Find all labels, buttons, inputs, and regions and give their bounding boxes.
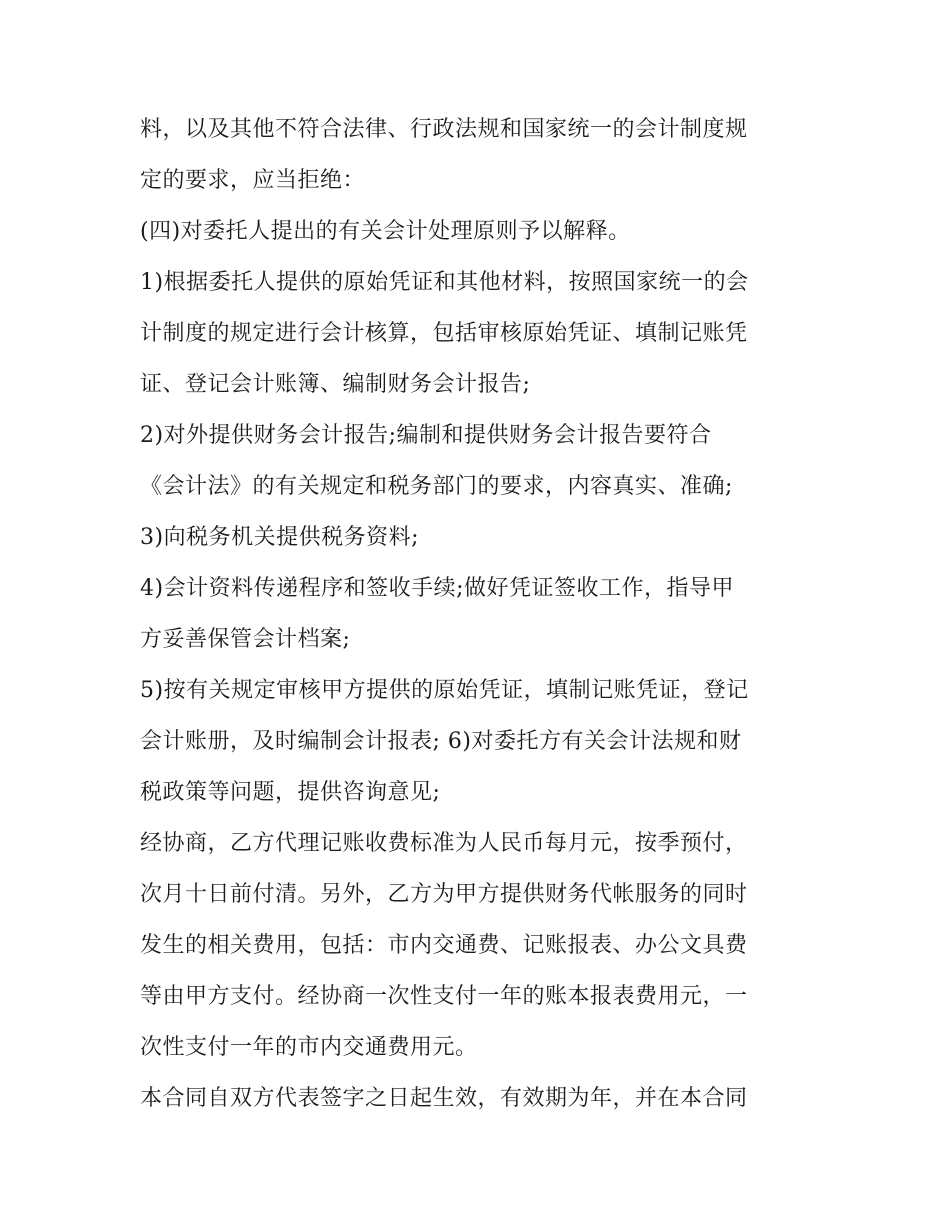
text-line: 经协商，乙方代理记账收费标准为人民币每月元，按季预付， xyxy=(140,831,748,856)
text-line: 5)按有关规定审核甲方提供的原始凭证，填制记账凭证，登记 xyxy=(140,678,749,703)
text-line: 计制度的规定进行会计核算，包括审核原始凭证、填制记账凭 xyxy=(140,321,748,346)
text-line: 4)会计资料传递程序和签收手续;做好凭证签收工作，指导甲 xyxy=(140,576,734,601)
text-line: 会计账册，及时编制会计报表; 6)对委托方有关会计法规和财 xyxy=(140,729,742,754)
text-line: 料，以及其他不符合法律、行政法规和国家统一的会计制度规 xyxy=(140,117,748,142)
text-line: 《会计法》的有关规定和税务部门的要求，内容真实、准确; xyxy=(140,474,733,499)
text-line: 税政策等问题，提供咨询意见; xyxy=(140,780,441,805)
text-line: 2)对外提供财务会计报告;编制和提供财务会计报告要符合 xyxy=(140,423,712,448)
text-line: 方妥善保管会计档案; xyxy=(140,627,351,652)
text-line: 证、登记会计账簿、编制财务会计报告; xyxy=(140,372,531,397)
text-line: (四)对委托人提出的有关会计处理原则予以解释。 xyxy=(140,219,631,244)
text-line: 1)根据委托人提供的原始凭证和其他材料，按照国家统一的会 xyxy=(140,270,749,295)
text-line: 3)向税务机关提供税务资料; xyxy=(140,525,419,550)
text-line: 次性支付一年的市内交通费用元。 xyxy=(140,1035,478,1060)
text-line: 等由甲方支付。经协商一次性支付一年的账本报表费用元，一 xyxy=(140,984,748,1009)
document-body xyxy=(140,104,820,1124)
text-line: 定的要求，应当拒绝： xyxy=(140,168,366,193)
text-line: 次月十日前付清。另外，乙方为甲方提供财务代帐服务的同时 xyxy=(140,882,748,907)
text-line: 本合同自双方代表签字之日起生效，有效期为年，并在本合同 xyxy=(140,1086,748,1111)
text-line: 发生的相关费用，包括：市内交通费、记账报表、办公文具费 xyxy=(140,933,748,958)
